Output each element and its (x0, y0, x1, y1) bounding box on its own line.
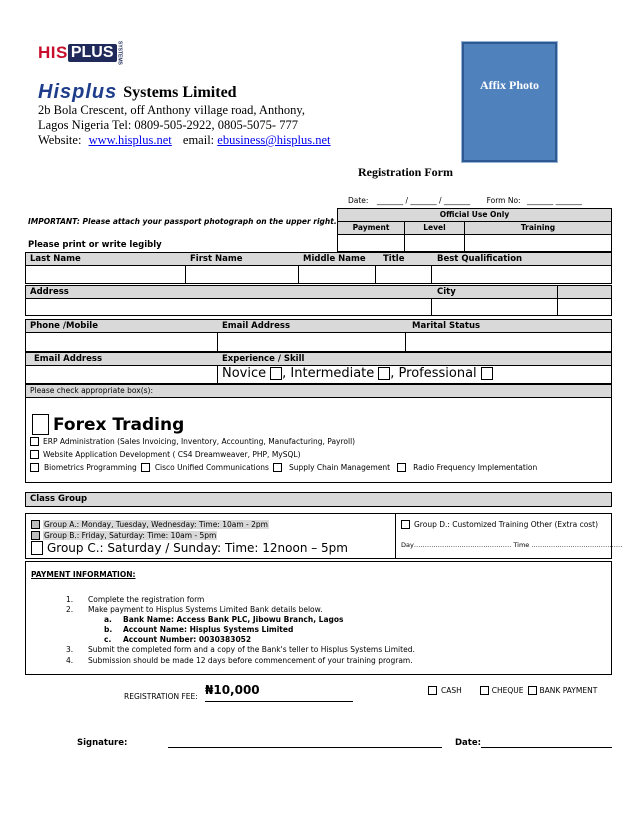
signature-date-line[interactable] (481, 747, 612, 748)
cheque-checkbox[interactable] (480, 686, 489, 695)
email-label: email: (182, 133, 215, 147)
forex-trading-label: Forex Trading (53, 414, 185, 435)
scm-checkbox[interactable] (273, 463, 282, 472)
first-name-field[interactable] (185, 265, 299, 284)
company-address-line2: Lagos Nigeria Tel: 0809-505-2922, 0805-5075- 777 (38, 118, 298, 132)
official-use-title: Official Use Only (439, 210, 510, 219)
official-level-col (404, 221, 465, 235)
experience-row-header (25, 352, 612, 366)
website-label: Website: (38, 133, 82, 147)
official-level-field[interactable] (404, 234, 465, 252)
cheque-label: CHEQUE (491, 686, 524, 695)
biometrics-label: Biometrics Programming (44, 463, 137, 472)
group-b-option (31, 531, 217, 540)
official-use-header (337, 208, 612, 222)
signature-line[interactable] (168, 747, 442, 748)
email-address2-label: Email Address (34, 354, 103, 364)
group-b-label: Group B.: Friday, Saturday: Time: 10am - 5pm (44, 531, 217, 540)
novice-checkbox[interactable] (270, 367, 282, 380)
bank-detail-b (104, 625, 293, 634)
bank-c-num: c. (104, 635, 112, 644)
group-b-checkbox[interactable] (31, 531, 40, 540)
official-level-label: Level (423, 223, 446, 232)
registration-fee-label: REGISTRATION FEE: (124, 692, 198, 701)
marital-status-field[interactable] (405, 332, 612, 352)
intermediate-label: , Intermediate (282, 366, 375, 381)
signature-label: Signature: (77, 738, 128, 748)
step-3-num: 3. (66, 645, 74, 654)
group-c-option (31, 541, 348, 555)
check-note: Please check appropriate box(s): (30, 386, 153, 395)
title-label: Title (383, 254, 405, 264)
payment-step-4 (66, 656, 413, 665)
print-note: Please print or write legibly (28, 240, 162, 250)
middle-name-label: Middle Name (303, 254, 366, 264)
payment-step-2 (66, 605, 322, 614)
experience-skill-label: Experience / Skill (222, 354, 305, 364)
last-name-field[interactable] (25, 265, 186, 284)
web-label: Website Application Development ( CS4 Dreamweaver, PHP, MySQL) (43, 450, 301, 459)
experience-options (222, 366, 493, 381)
official-training-label: Training (520, 223, 556, 232)
payment-method-options (428, 686, 597, 695)
erp-option (30, 437, 355, 446)
form-no-blank: _______ _______ (526, 196, 582, 205)
registration-fee-line (205, 701, 353, 702)
group-a-label: Group A.: Monday, Tuesday, Wednesday: Time: 10am - 2pm (44, 520, 268, 529)
city-field[interactable] (431, 298, 558, 316)
middle-name-field[interactable] (298, 265, 376, 284)
date-blank: _______ / _______ / _______ (376, 196, 471, 205)
class-group-title: Class Group (30, 494, 88, 504)
cisco-label: Cisco Unified Communications (154, 463, 269, 472)
address-field[interactable] (25, 298, 432, 316)
best-qualification-label: Best Qualification (437, 254, 523, 264)
email-link[interactable]: ebusiness@hisplus.net (217, 133, 331, 147)
city-header-divider (557, 285, 558, 299)
professional-label: , Professional (390, 366, 477, 381)
step-2-num: 2. (66, 605, 74, 614)
rfid-checkbox[interactable] (397, 463, 406, 472)
forex-trading-checkbox[interactable] (32, 414, 49, 435)
step-4-text: Submission should be made 12 days before commencement of your training program. (88, 656, 413, 665)
group-a-checkbox[interactable] (31, 520, 40, 529)
form-no-label: Form No: (486, 196, 521, 205)
email-field[interactable] (217, 332, 406, 352)
affix-photo-box (462, 42, 557, 162)
affix-photo-label: Affix Photo (480, 78, 539, 92)
step-1-num: 1. (66, 595, 74, 604)
erp-label: ERP Administration (Sales Invoicing, Inventory, Accounting, Manufacturing, Payroll) (43, 437, 356, 446)
logo-systems: SYSTEMS (116, 41, 123, 65)
step-4-num: 4. (66, 656, 74, 665)
rfid-label: Radio Frequency Implementation (413, 463, 538, 472)
bank-a-text: Bank Name: Access Bank PLC, Jibowu Branch, Lagos (123, 615, 344, 624)
company-name: Systems Limited (123, 84, 237, 101)
title-field[interactable] (375, 265, 432, 284)
bank-detail-c (104, 635, 251, 644)
phone-field[interactable] (25, 332, 218, 352)
bank-b-text: Account Name: Hisplus Systems Limited (123, 625, 294, 634)
marital-status-label: Marital Status (412, 321, 481, 331)
logo-plus: PLUS (68, 44, 117, 62)
company-brand: Hisplus (38, 81, 118, 103)
contact-row-header (25, 319, 612, 333)
company-logo (38, 42, 123, 64)
city-extra-field[interactable] (557, 298, 612, 316)
company-web-line (38, 133, 331, 148)
email2-field[interactable] (25, 365, 218, 384)
cash-label: CASH (441, 686, 462, 695)
company-address-line1: 2b Bola Crescent, off Anthony village road, Anthony, (38, 103, 305, 117)
group-d-checkbox[interactable] (401, 520, 410, 529)
web-checkbox[interactable] (30, 450, 39, 459)
scm-label: Supply Chain Management (288, 463, 391, 472)
logo-his: HIS (38, 43, 68, 62)
step-1-text: Complete the registration form (88, 595, 205, 604)
group-c-label: Group C.: Saturday / Sunday: Time: 12noon – 5pm (47, 541, 348, 555)
date-label: Date: (348, 196, 369, 205)
email-address-label: Email Address (222, 321, 291, 331)
group-d-option (401, 520, 598, 529)
best-qualification-field[interactable] (431, 265, 612, 284)
forex-trading-option (32, 414, 184, 435)
website-link[interactable]: www.hisplus.net (88, 133, 172, 147)
form-title: Registration Form (358, 165, 453, 179)
group-d-day-time: Day……………………………………… Time …………………………………… (401, 541, 623, 549)
novice-label: Novice (222, 366, 267, 381)
step-3-text: Submit the completed form and a copy of the Bank's teller to Hisplus Systems Limited. (88, 645, 415, 654)
cisco-checkbox[interactable] (141, 463, 150, 472)
important-note: IMPORTANT: Please attach your passport photograph on the upper right. (28, 217, 337, 226)
class-group-header (25, 492, 612, 507)
group-d-label: Group D.: Customized Training Other (Extra cost) (414, 520, 599, 529)
city-label: City (437, 287, 456, 297)
payment-info-title: PAYMENT INFORMATION: (31, 570, 136, 579)
official-training-field[interactable] (464, 234, 612, 252)
bank-payment-label: BANK PAYMENT (539, 686, 598, 695)
payment-step-1 (66, 595, 204, 604)
step-2-text: Make payment to Hisplus Systems Limited Bank details below. (88, 605, 323, 614)
tech-options-row (30, 463, 537, 472)
bank-a-num: a. (104, 615, 112, 624)
intermediate-checkbox[interactable] (378, 367, 390, 380)
company-heading (38, 80, 237, 102)
first-name-label: First Name (190, 254, 243, 264)
bank-payment-checkbox[interactable] (528, 686, 537, 695)
erp-checkbox[interactable] (30, 437, 39, 446)
bank-detail-a (104, 615, 344, 624)
biometrics-checkbox[interactable] (30, 463, 39, 472)
web-option (30, 450, 301, 459)
group-a-option (31, 520, 269, 529)
official-payment-label: Payment (352, 223, 390, 232)
bank-b-num: b. (104, 625, 113, 634)
address-row-header (25, 285, 612, 299)
last-name-label: Last Name (30, 254, 81, 264)
professional-checkbox[interactable] (481, 367, 493, 380)
registration-fee-amount: ₦10,000 (205, 683, 260, 697)
official-payment-col (337, 221, 405, 235)
official-payment-field[interactable] (337, 234, 405, 252)
payment-step-3 (66, 645, 415, 654)
signature-date-label: Date: (455, 738, 482, 748)
group-c-checkbox[interactable] (31, 541, 43, 555)
address-label: Address (30, 287, 69, 297)
cash-checkbox[interactable] (428, 686, 437, 695)
bank-c-text: Account Number: 0030383052 (123, 635, 252, 644)
date-formno-line (348, 196, 582, 205)
phone-label: Phone /Mobile (30, 321, 98, 331)
official-training-col (464, 221, 612, 235)
